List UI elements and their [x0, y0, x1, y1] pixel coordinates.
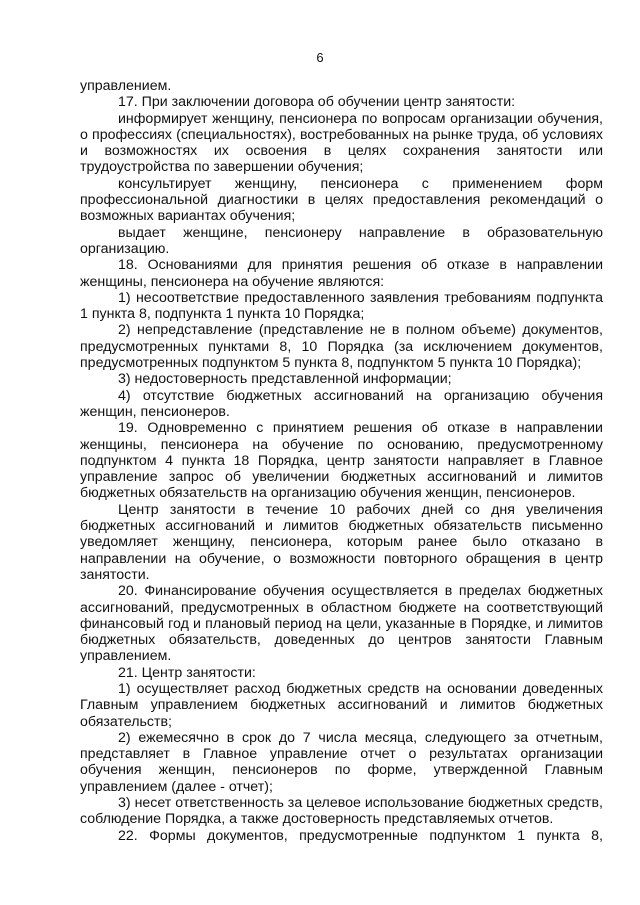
paragraph-20: 20. Финансирование обучения осуществляется в пределах бюджетных ассигнований, предусмотренных в областном бюджете на соответствующий финансовый год и плановый период на цели, указанные в Порядке, и лимитов бюджетных обязательств, доведенных до центров занятости Главным управлением. — [80, 583, 603, 665]
paragraph-21-heading: 21. Центр занятости: — [118, 664, 256, 681]
paragraph-18-heading: 18. Основаниями для принятия решения об отказе в направлении женщины, пенсионера на обучение являются: — [80, 257, 603, 290]
paragraph-21-item-2: 2) ежемесячно в срок до 7 числа месяца, следующего за отчетным, представляет в Главное управление отчет о результатах организации обучения женщин, пенсионеров по форме, утвержденной Главным управлением (далее - отчет); — [80, 729, 603, 795]
paragraph-17-referral: выдает женщине, пенсионеру направление в образовательную организацию. — [80, 224, 603, 257]
paragraph-18-item-3: 3) недостоверность представленной информации; — [118, 371, 452, 388]
page-number: 6 — [316, 50, 324, 65]
paragraph-17-consult: консультирует женщину, пенсионера с применением форм профессиональной диагностики в целях предоставления рекомендаций о возможных вариантах обучения; — [80, 175, 603, 225]
paragraph-19: 19. Одновременно с принятием решения об отказе в направлении женщины, пенсионера на обучение по основанию, предусмотренному подпунктом 4 пункта 18 Порядка, центр занятости направляет в Главное управление запрос об увеличении бюджетных ассигнований и лимитов бюджетных обязательств на организацию обучения женщин, пенсионеров. — [80, 420, 603, 502]
paragraph-19-notice: Центр занятости в течение 10 рабочих дней со дня увеличения бюджетных ассигнований и лимитов бюджетных обязательств письменно уведомляет женщину, пенсионера, которым ранее было отказано в направлении на обучение, о возможности повторного обращения в центр занятости. — [80, 501, 603, 583]
paragraph-21-item-1: 1) осуществляет расход бюджетных средств на основании доведенных Главным управлением бюджетных ассигнований и лимитов бюджетных обязательств; — [80, 680, 603, 730]
paragraph-17-inform: информирует женщину, пенсионера по вопросам организации обучения, о профессиях (специальностях), востребованных на рынке труда, об условиях и возможностях их освоения в целях сохранения занятости или трудоустройства по завершении обучения; — [80, 110, 603, 176]
paragraph-continuation: управлением. — [80, 78, 172, 94]
paragraph-18-item-4: 4) отсутствие бюджетных ассигнований на организацию обучения женщин, пенсионеров. — [80, 387, 603, 420]
paragraph-18-item-2: 2) непредставление (представление не в полном объеме) документов, предусмотренных пунктами 8, 10 Порядка (за исключением документов, предусмотренных подпунктом 5 пункта 8, подпунктом 5 пункта 10 Порядка); — [80, 322, 603, 372]
paragraph-21-item-3: 3) несет ответственность за целевое использование бюджетных средств, соблюдение Порядка, а также достоверность представляемых отчетов. — [80, 795, 603, 828]
document-body — [80, 78, 603, 844]
paragraph-18-item-1: 1) несоответствие предоставленного заявления требованиям подпункта 1 пункта 8, подпункта 1 пункта 10 Порядка; — [80, 289, 603, 323]
paragraph-17-heading: 17. При заключении договора об обучении центр занятости: — [118, 94, 516, 111]
paragraph-22: 22. Формы документов, предусмотренные подпунктом 1 пункта 8, — [118, 827, 603, 844]
